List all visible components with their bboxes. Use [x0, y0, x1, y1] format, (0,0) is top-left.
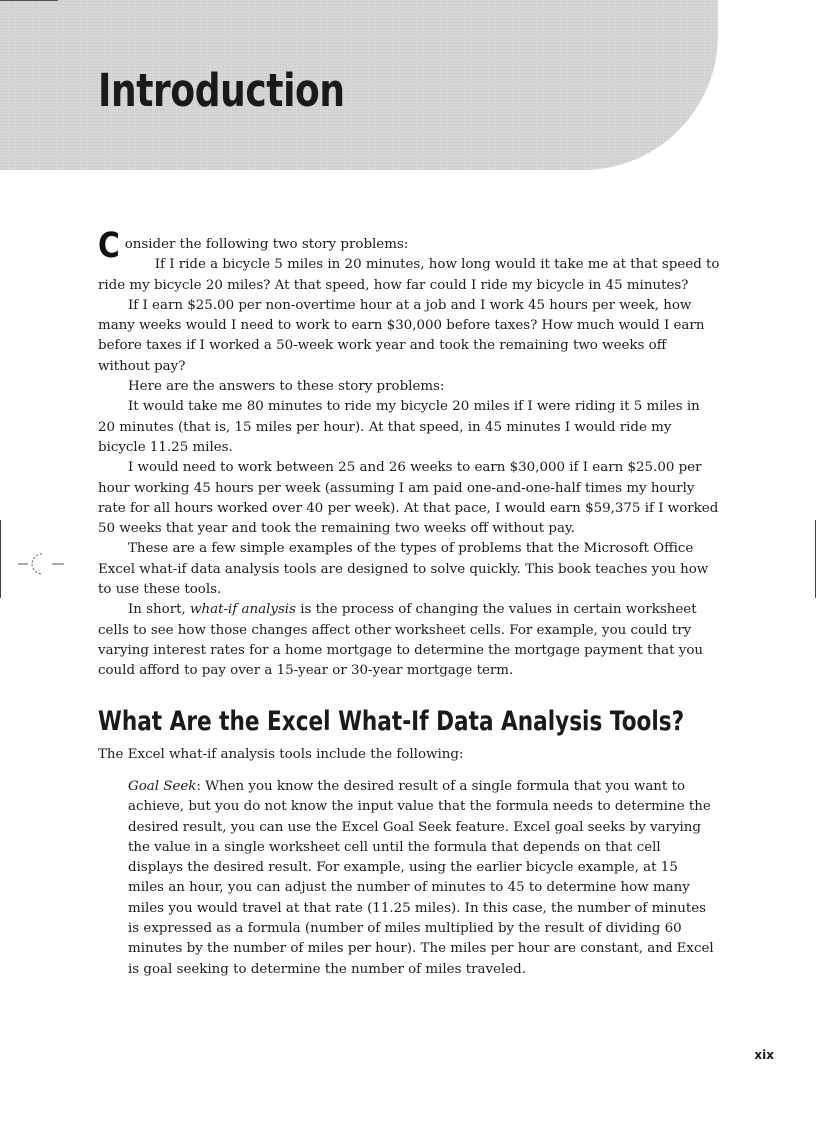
intro-body: [98, 226, 720, 682]
intro-paragraph: If I ride a bicycle 5 miles in 20 minutes, how long would it take me at that speed to ride my bicycle 20 miles? At that speed, how far could I ride my bicycle in 45 minutes?: [98, 257, 720, 293]
intro-paragraph: It would take me 80 minutes to ride my bicycle 20 miles if I were riding it 5 miles in 20 minutes (that is, 15 miles per hour). At that speed, in 45 minutes I would ride my bicycle 11.25 miles.: [98, 399, 700, 455]
drop-cap: C: [98, 226, 120, 266]
page-number: xix: [754, 1048, 774, 1062]
goal-seek-term: Goal Seek: [128, 779, 197, 794]
intro-paragraph: These are a few simple examples of the types of problems that the Microsoft Office Excel what-if data analysis tools are designed to solve quickly. This book teaches you how to use these tools.: [98, 541, 709, 598]
list-item: [128, 777, 716, 980]
intro-text: In short,: [128, 602, 191, 618]
registration-mark-icon: [18, 551, 64, 577]
intro-paragraph: [98, 226, 720, 266]
list-item-text: : When you know the desired result of a single formula that you want to achieve, but you do not know the input value that the formula needs to determine the desired result, you can use the Excel Goal Seek feature. Excel goal seeks by varying the value in a single worksheet cell until the formula that depends on that cell displays the desired result. For example, using the earlier bicycle example, at 15 miles an hour, you can adjust the number of minutes to 45 to determine how many miles you would travel at that rate (11.25 miles). In this case, the number of minutes is expressed as a formula (number of miles multiplied by the result of dividing 60 minutes by the number of miles per hour). The miles per hour are constant, and Excel is goal seeking to determine the number of miles traveled.: [128, 779, 714, 977]
tools-list: [128, 777, 716, 980]
left-binding-rule: [0, 520, 1, 598]
what-if-analysis-term: what-if analysis: [190, 602, 296, 618]
section-heading: What Are the Excel What-If Data Analysis Tools?: [98, 706, 685, 737]
corner-crop-mark: [0, 0, 58, 1]
intro-paragraph: If I earn $25.00 per non-overtime hour at a job and I work 45 hours per week, how many weeks would I need to work to earn $30,000 before taxes? How much would I earn before taxes if I worked a 50-week work year and took the remaining two weeks off without pay?: [98, 297, 705, 374]
intro-first-line: onsider the following two story problems:: [124, 237, 409, 252]
intro-paragraph: I would need to work between 25 and 26 weeks to earn $30,000 if I earn $25.00 per hour working 45 hours per week (assuming I am paid one-and-one-half times my hourly rate for all hours worked over 40 per week). At that pace, I would earn $59,375 if I worked 50 weeks that year and took the remaining two weeks off without pay.: [98, 460, 719, 537]
intro-paragraph: [98, 600, 720, 681]
chapter-title: Introduction: [98, 64, 345, 117]
intro-paragraph: Here are the answers to these story problems:: [128, 379, 445, 395]
intro-text: is the process of changing the values in certain worksheet cells to see how those changes affect other worksheet cells. For example, you could try varying interest rates for a home mortgage to determine the mortgage payment that you could afford to pay over a 15-year or 30-year mortgage term.: [98, 602, 704, 679]
section-intro: The Excel what-if analysis tools include the following:: [98, 747, 464, 762]
